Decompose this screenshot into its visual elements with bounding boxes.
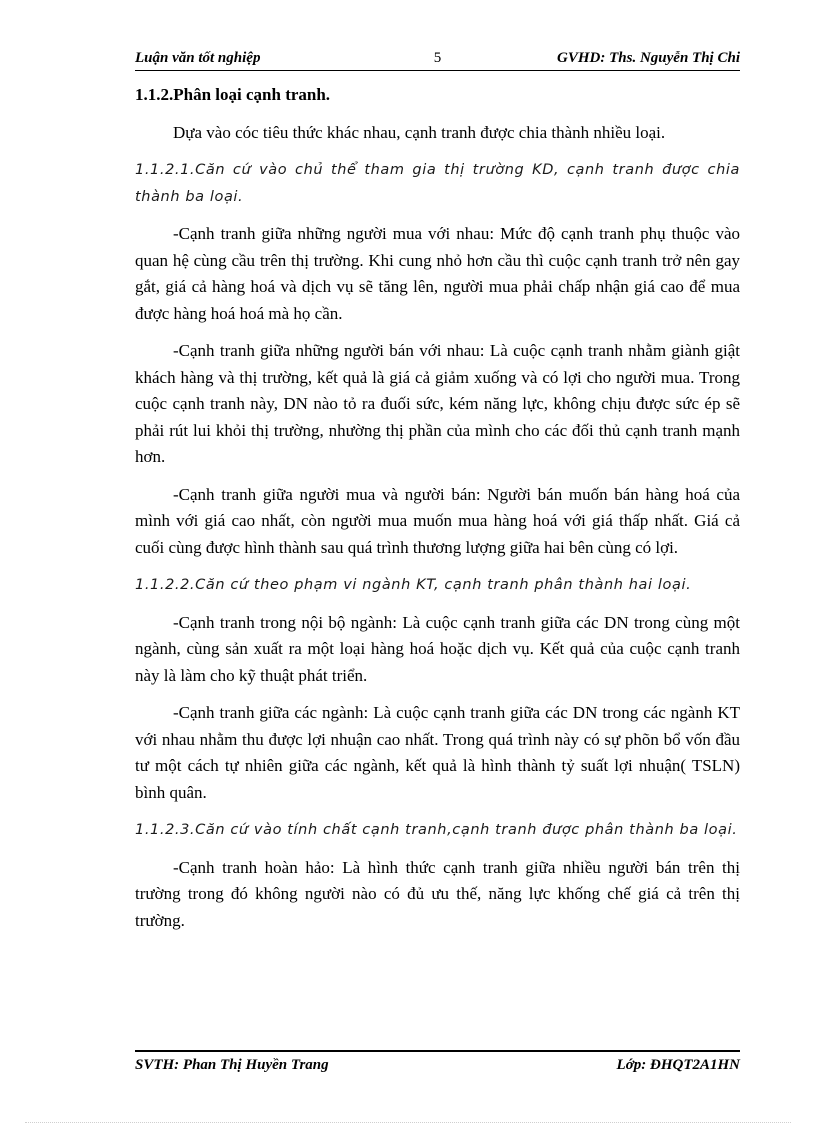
paragraph-sellers-competition: -Cạnh tranh giữa những người bán với nhau: Là cuộc cạnh tranh nhằm giành giật khách hàng và thị trường, kết quả là giá cả giảm xuống và có lợi cho người mua. Trong cuộc cạnh tranh này, DN nào tỏ ra đuối sức, kém năng lực, không chịu được sức ép sẽ phải rút lui khỏi thị trường, nhường thị phần của mình cho các đối thủ cạnh tranh mạnh hơn. xyxy=(135,341,740,466)
paragraph-intra-industry: -Cạnh tranh trong nội bộ ngành: Là cuộc cạnh tranh giữa các DN trong cùng một ngành, cùng sản xuất ra một loại hàng hoá hoặc dịch vụ. Kết quả của cuộc cạnh tranh này là làm cho kỹ thuật phát triển. xyxy=(135,612,740,685)
footer-student: SVTH: Phan Thị Huyền Trang xyxy=(135,1057,329,1073)
page-footer xyxy=(135,1050,740,1079)
document-body xyxy=(135,82,740,945)
paragraph-buyer-seller-competition: -Cạnh tranh giữa người mua và người bán: Người bán muốn bán hàng hoá của mình với giá cao nhất, còn người mua muốn mua hàng hoá với giá thấp nhất. Giá cả cuối cùng được hình thành sau quá trình thương lượng giữa hai bên cùng có lợi. xyxy=(135,484,740,557)
page-number: 5 xyxy=(433,50,442,66)
paragraph-perfect-competition: -Cạnh tranh hoàn hảo: Là hình thức cạnh tranh giữa nhiều người bán trên thị trường trong đó không người nào có đủ ưu thế, năng lực khống chế giá cả trên thị trường. xyxy=(135,857,740,930)
section-title: 1.1.2.Phân loại cạnh tranh. xyxy=(135,85,331,104)
subsection-title-3: 1.1.2.3.Căn cứ vào tính chất cạnh tranh,cạnh tranh được phân thành ba loại. xyxy=(135,822,738,838)
paragraph-inter-industry: -Cạnh tranh giữa các ngành: Là cuộc cạnh tranh giữa các DN trong các ngành KT với nhau nhằm thu được lợi nhuận cao nhất. Trong quá trình này có sự phõn bổ vốn đầu tư một cách tự nhiên giữa các ngành, kết quả là hình thành tỷ suất lợi nhuận( TSLN) bình quân. xyxy=(135,703,740,802)
subsection-title-2: 1.1.2.2.Căn cứ theo phạm vi ngành KT, cạnh tranh phân thành hai loại. xyxy=(135,577,692,593)
paragraph-buyers-competition: -Cạnh tranh giữa những người mua với nhau: Mức độ cạnh tranh phụ thuộc vào quan hệ cùng cầu trên thị trường. Khi cung nhỏ hơn cầu thì cuộc cạnh tranh trở nên gay gắt, giá cả hàng hoá và dịch vụ sẽ tăng lên, người mua phải chấp nhận giá cao để mua được hàng hoá hoá mà họ cần. xyxy=(135,224,740,323)
header-supervisor: GVHD: Ths. Nguyễn Thị Chi xyxy=(557,50,740,66)
footer-class: Lớp: ĐHQT2A1HN xyxy=(616,1057,740,1073)
subsection-title-1: 1.1.2.1.Căn cứ vào chủ thể tham gia thị trường KD, cạnh tranh được chia thành ba loại. xyxy=(135,162,740,205)
page-header xyxy=(135,50,740,71)
header-thesis-label: Luận văn tốt nghiệp xyxy=(135,50,261,66)
intro-paragraph: Dựa vào cóc tiêu thức khác nhau, cạnh tranh được chia thành nhiều loại. xyxy=(173,122,666,142)
